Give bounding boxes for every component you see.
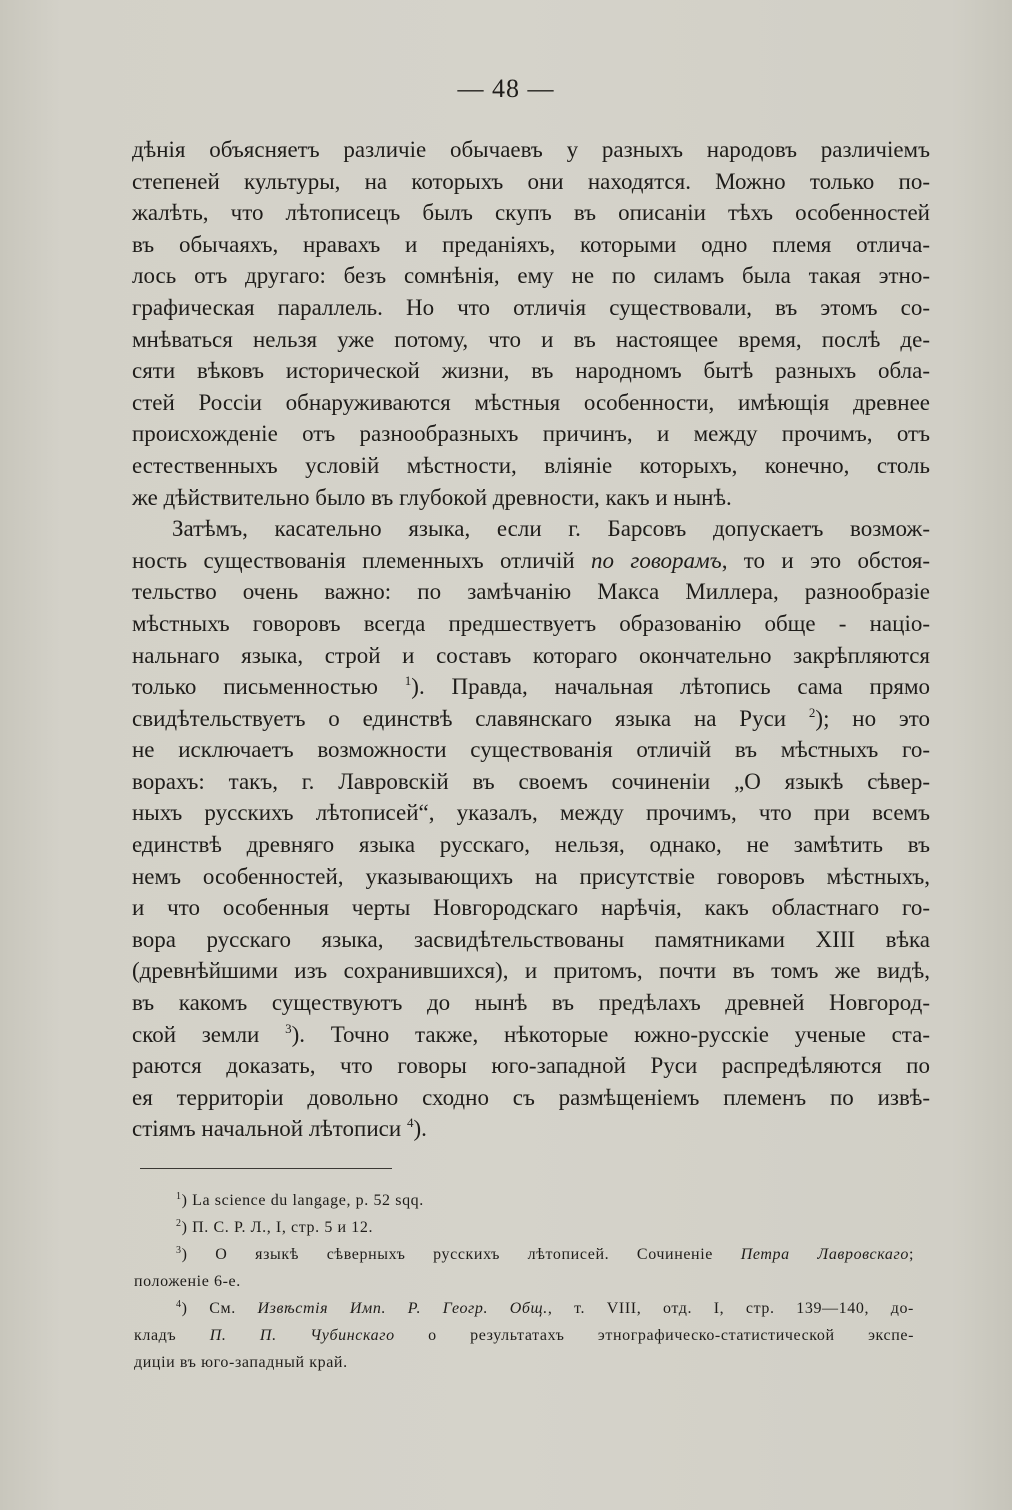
text-line: сяти вѣковъ исторической жизни, въ народномъ бытѣ разныхъ обла- — [132, 358, 930, 384]
page-number: — 48 — — [457, 74, 555, 103]
text-line: ныхъ русскихъ лѣтописей“, указалъ, между прочимъ, что при всемъ — [132, 800, 930, 826]
footnote-4: $^4$) См. Извѣстія Имп. Р. Геогр. Общ., т. VIII, отд. I, стр. 139—140, до- — [176, 1299, 914, 1317]
footnote-ref: 4 — [406, 1115, 414, 1131]
text-line: ность существованія племенныхъ отличій по говорамъ, то и это обстоя- — [132, 547, 931, 573]
text-line: Затѣмъ, касательно языка, если г. Барсовъ допускаетъ возмож- — [172, 516, 930, 542]
footnote-ref: 3 — [285, 1020, 292, 1036]
text-line: стей Россіи обнаруживаются мѣстныя особенности, имѣющія древнее — [132, 389, 930, 415]
text-line: мѣстныхъ говоровъ всегда предшествуетъ образованію обще - націо- — [132, 610, 930, 636]
text-line: графическая параллель. Но что отличія существовали, въ этомъ со- — [132, 294, 930, 320]
text-line: лось отъ другаго: безъ сомнѣнія, ему не по силамъ была такая этно- — [132, 263, 930, 289]
text-line: ской земли $^3$). Точно также, нѣкоторые южно-русскіе ученые ста- — [132, 1020, 930, 1047]
text-line: вора русскаго языка, засвидѣтельствованы памятниками XIII вѣка — [132, 926, 930, 952]
footnote-4-cont: диціи въ юго-западный край. — [134, 1354, 348, 1371]
footnote-4-cont: кладъ П. П. Чубинскаго о результатахъ этнографическо-статистической экспе- — [134, 1327, 915, 1344]
footnotes — [134, 1187, 914, 1376]
text-line: ея территоріи довольно сходно съ размѣщеніемъ племенъ по извѣ- — [132, 1084, 930, 1110]
text-line: раются доказать, что говоры юго-западной Руси распредѣляются по — [132, 1053, 930, 1079]
text-line: единствѣ древняго языка русскаго, нельзя, однако, не замѣтить въ — [132, 832, 930, 858]
footnote-ref: 2 — [808, 704, 816, 720]
text-line: же дѣйствительно было въ глубокой древности, какъ и нынѣ. — [132, 484, 732, 510]
text-line: ворахъ: такъ, г. Лавровскій въ своемъ сочиненіи „О языкѣ сѣвер- — [132, 768, 930, 794]
footnote-3: $^3$) О языкѣ сѣверныхъ русскихъ лѣтописей. Сочиненіе Петра Лавровскаго; — [176, 1245, 914, 1263]
footnote-divider — [140, 1168, 392, 1169]
text-line: въ какомъ существуютъ до нынѣ въ предѣлахъ древней Новгород- — [132, 990, 930, 1016]
italic-phrase: по говорамъ — [591, 547, 722, 573]
text-line: жалѣть, что лѣтописецъ былъ скупъ въ описаніи тѣхъ особенностей — [132, 200, 930, 226]
text-line: немъ особенностей, указывающихъ на присутствіе говоровъ мѣстныхъ, — [132, 863, 930, 889]
footnote-2: $^2$) П. С. Р. Л., I, стр. 5 и 12. — [176, 1218, 374, 1236]
text-line: въ обычаяхъ, нравахъ и преданіяхъ, которыми одно племя отлича- — [132, 231, 930, 257]
text-line: стіямъ начальной лѣтописи $^4$). — [132, 1115, 427, 1142]
text-line: не исключаетъ возможности существованія отличій въ мѣстныхъ го- — [132, 737, 930, 763]
text-line: естественныхъ условій мѣстности, вліяніе которыхъ, конечно, столь — [132, 452, 930, 478]
text-line: происхожденіе отъ разнообразныхъ причинъ, и между прочимъ, отъ — [132, 421, 930, 447]
main-text — [132, 134, 930, 1145]
text-line: свидѣтельствуетъ о единствѣ славянскаго языка на Руси $^2$); но это — [132, 704, 931, 731]
text-line: нальнаго языка, строй и составъ котораго окончательно закрѣпляются — [132, 642, 930, 668]
text-line: степеней культуры, на которыхъ они находятся. Можно только по- — [132, 168, 930, 194]
footnote-3-cont: положеніе 6-е. — [134, 1273, 241, 1290]
text-line: только письменностью $^1$). Правда, начальная лѣтопись сама прямо — [132, 673, 930, 700]
text-line: тельство очень важно: по замѣчанію Макса Миллера, разнообразіе — [132, 579, 930, 605]
text-line: и что особенныя черты Новгородскаго нарѣчія, какъ областнаго го- — [132, 895, 930, 921]
footnote-ref: 1 — [404, 673, 412, 689]
text-line: дѣнія объясняетъ различіе обычаевъ у разныхъ народовъ различіемъ — [132, 137, 930, 162]
footnote-1: $^1$) La science du langage, p. 52 sqq. — [176, 1191, 424, 1209]
text-line: (древнѣйшими изъ сохранившихся), и притомъ, почти въ томъ же видѣ, — [132, 958, 930, 984]
text-line: мнѣваться нельзя уже потому, что и въ настоящее время, послѣ де- — [132, 326, 930, 352]
